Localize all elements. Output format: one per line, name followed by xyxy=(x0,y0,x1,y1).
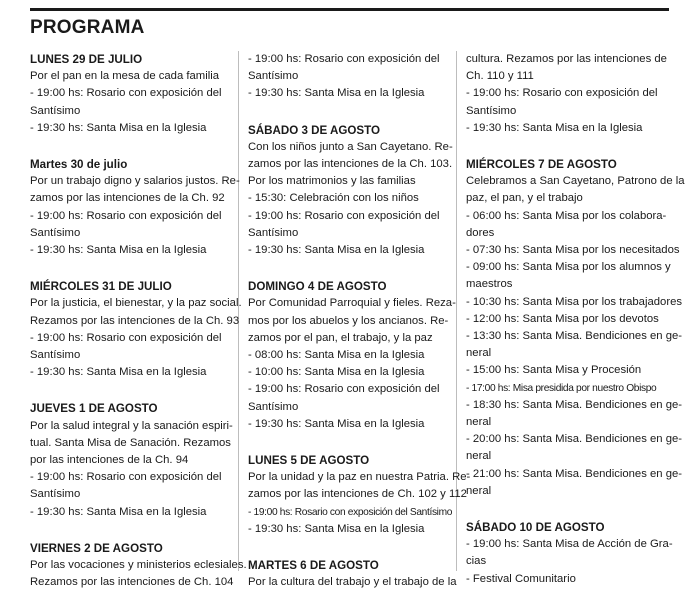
day-heading: Martes 30 de julio xyxy=(30,158,128,172)
schedule-line: - 13:30 hs: Santa Misa. Bendiciones en ge- xyxy=(466,330,683,343)
day-heading: JUEVES 1 DE AGOSTO xyxy=(30,402,158,416)
schedule-line: Santísimo xyxy=(30,104,81,117)
schedule-day xyxy=(248,51,448,103)
schedule-line: - 21:00 hs: Santa Misa. Bendiciones en ge- xyxy=(466,467,683,480)
schedule-line: neral xyxy=(466,450,492,463)
schedule-line: dores xyxy=(466,226,495,239)
schedule-line: Por el pan en la mesa de cada familia xyxy=(30,70,220,83)
schedule-line: zamos por las intenciones de Ch. 102 y 112 xyxy=(248,488,467,501)
schedule-line: - 19:00 hs: Rosario con exposición del xyxy=(30,87,222,100)
schedule-line: neral xyxy=(466,416,492,429)
schedule-line: cias xyxy=(466,555,487,568)
schedule-line: - 09:00 hs: Santa Misa por los alumnos y xyxy=(466,261,671,274)
schedule-line: Rezamos por las intenciones de la Ch. 93 xyxy=(30,314,240,327)
schedule-line: Ch. 110 y 111 xyxy=(466,70,534,83)
schedule-day xyxy=(248,452,471,538)
column-1 xyxy=(30,51,247,610)
schedule-line: - 10:00 hs: Santa Misa en la Iglesia xyxy=(248,366,425,379)
schedule-line: - 19:30 hs: Santa Misa en la Iglesia xyxy=(248,87,425,100)
schedule-line: - 19:30 hs: Santa Misa en la Iglesia xyxy=(248,522,425,535)
schedule-line: Por Comunidad Parroquial y fieles. Reza- xyxy=(248,297,456,310)
schedule-line: mos por los abuelos y los ancianos. Re- xyxy=(248,314,449,327)
schedule-day xyxy=(466,519,673,588)
schedule-line: - 18:30 hs: Santa Misa. Bendiciones en ge- xyxy=(466,398,683,411)
schedule-line: - 19:00 hs: Rosario con exposición del xyxy=(30,471,222,484)
schedule-day xyxy=(248,122,453,260)
schedule-line: Por la justicia, el bienestar, y la paz social. xyxy=(30,297,242,310)
day-heading: SÁBADO 10 DE AGOSTO xyxy=(466,521,605,535)
schedule-line: - 10:30 hs: Santa Misa por los trabajadores xyxy=(466,295,683,308)
schedule-day xyxy=(30,156,240,259)
schedule-line: Santísimo xyxy=(248,70,299,83)
schedule-line: - 07:30 hs: Santa Misa por los necesitados xyxy=(466,244,680,257)
column-2 xyxy=(248,51,471,610)
schedule-line: - 17:00 hs: Misa presidida por nuestro Obispo xyxy=(466,382,657,394)
schedule-line: Por un trabajo digno y salarios justos. Re- xyxy=(30,175,240,188)
schedule-line: - 19:00 hs: Santa Misa de Acción de Gra- xyxy=(466,538,673,551)
schedule-line: - 15:30: Celebración con los niños xyxy=(248,192,419,205)
day-heading: MARTES 6 DE AGOSTO xyxy=(248,559,379,573)
schedule-line: zamos por el pan, el trabajo, y la paz xyxy=(248,331,433,344)
schedule-day xyxy=(30,278,242,381)
schedule-line: - 06:00 hs: Santa Misa por los colabora- xyxy=(466,209,667,222)
schedule-line: Con los niños junto a San Cayetano. Re- xyxy=(248,140,453,153)
schedule-line: Por la cultura del trabajo y el trabajo de la xyxy=(248,576,457,589)
schedule-line: cultura. Rezamos por las intenciones de xyxy=(466,53,667,65)
schedule-line: - 19:30 hs: Santa Misa en la Iglesia xyxy=(248,244,425,257)
schedule-day xyxy=(30,540,247,592)
schedule-line: Santísimo xyxy=(466,104,517,117)
schedule-day xyxy=(248,557,457,591)
day-heading: SÁBADO 3 DE AGOSTO xyxy=(248,123,381,137)
schedule-line: zamos por las intenciones de la Ch. 103. xyxy=(248,158,453,171)
day-heading: VIERNES 2 DE AGOSTO xyxy=(30,541,163,555)
schedule-line: - 19:30 hs: Santa Misa en la Iglesia xyxy=(30,505,207,518)
schedule-line: - 19:30 hs: Santa Misa en la Iglesia xyxy=(248,417,425,430)
schedule-line: paz, el pan, y el trabajo xyxy=(466,192,583,205)
schedule-line: maestros xyxy=(466,278,513,291)
schedule-day xyxy=(248,278,456,433)
schedule-line: - 12:00 hs: Santa Misa por los devotos xyxy=(466,312,659,325)
schedule-line: - 08:00 hs: Santa Misa en la Iglesia xyxy=(248,349,425,362)
schedule-line: - 19:30 hs: Santa Misa en la Iglesia xyxy=(30,244,207,257)
schedule-line: - 19:00 hs: Rosario con exposición del xyxy=(248,383,440,396)
schedule-line: neral xyxy=(466,484,492,497)
schedule-day xyxy=(466,156,685,500)
day-heading: DOMINGO 4 DE AGOSTO xyxy=(248,280,387,294)
day-heading: LUNES 5 DE AGOSTO xyxy=(248,454,370,468)
schedule-line: - 15:00 hs: Santa Misa y Procesión xyxy=(466,364,642,377)
schedule-line: - 19:00 hs: Rosario con exposición del xyxy=(248,53,440,65)
schedule-line: neral xyxy=(466,347,492,360)
schedule-day xyxy=(30,400,233,520)
schedule-line: Por los matrimonios y las familias xyxy=(248,175,416,188)
schedule-line: zamos por las intenciones de la Ch. 92 xyxy=(30,192,225,205)
schedule-line: Por las vocaciones y ministerios eclesiales. xyxy=(30,559,247,572)
schedule-day xyxy=(466,51,666,137)
page-title: PROGRAMA xyxy=(30,17,145,38)
schedule-line: - 19:00 hs: Rosario con exposición del Santísimo xyxy=(248,506,453,518)
schedule-line: Por la salud integral y la sanación espiri- xyxy=(30,419,233,432)
schedule-line: - 19:00 hs: Rosario con exposición del xyxy=(30,331,222,344)
schedule-day xyxy=(30,51,230,137)
schedule-line: Santísimo xyxy=(30,226,81,239)
schedule-line: - 19:30 hs: Santa Misa en la Iglesia xyxy=(466,121,643,134)
schedule-line: Santísimo xyxy=(30,349,81,362)
schedule-line: - 19:00 hs: Rosario con exposición del xyxy=(30,209,222,222)
day-heading: LUNES 29 DE JULIO xyxy=(30,53,143,66)
schedule-line: - 20:00 hs: Santa Misa. Bendiciones en ge- xyxy=(466,433,683,446)
schedule-line: - 19:30 hs: Santa Misa en la Iglesia xyxy=(30,121,207,134)
schedule-line: por las intenciones de la Ch. 94 xyxy=(30,454,189,467)
schedule-line: Celebramos a San Cayetano, Patrono de la xyxy=(466,175,685,188)
schedule-line: Santísimo xyxy=(30,488,81,501)
schedule-line: Por la unidad y la paz en nuestra Patria. Re- xyxy=(248,471,471,484)
day-heading: MIÉRCOLES 31 DE JULIO xyxy=(30,280,172,294)
column-divider-1 xyxy=(238,51,239,571)
schedule-line: Santísimo xyxy=(248,226,299,239)
schedule-line: - 19:00 hs: Rosario con exposición del xyxy=(466,87,658,100)
column-3 xyxy=(466,51,685,607)
schedule-line: - 19:30 hs: Santa Misa en la Iglesia xyxy=(30,366,207,379)
schedule-line: - Festival Comunitario xyxy=(466,572,576,585)
day-heading: MIÉRCOLES 7 DE AGOSTO xyxy=(466,158,617,172)
schedule-line: Santísimo xyxy=(248,400,299,413)
schedule-line: Rezamos por las intenciones de Ch. 104 xyxy=(30,576,234,589)
top-rule xyxy=(30,8,669,11)
schedule-line: tual. Santa Misa de Sanación. Rezamos xyxy=(30,436,231,449)
schedule-line: - 19:00 hs: Rosario con exposición del xyxy=(248,209,440,222)
